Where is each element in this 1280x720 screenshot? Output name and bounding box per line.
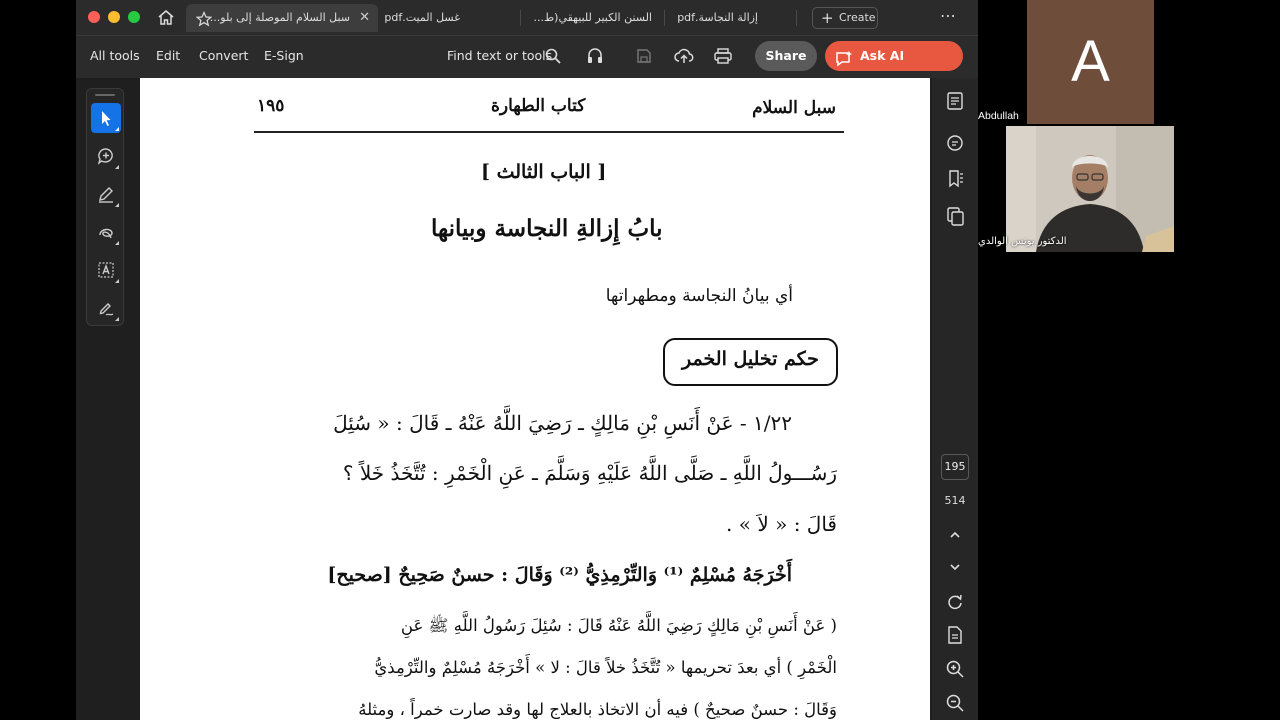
pdf-reader-window [76,0,978,720]
next-page-icon[interactable] [944,556,966,578]
comments-panel-icon[interactable] [944,132,966,154]
upload-cloud-icon[interactable] [674,47,694,69]
right-panel-bar [932,78,978,720]
participant-name: الدكتور يونس الوالدي [978,236,1067,247]
tab-bar [76,0,978,36]
chapter-heading: [ الباب الثالث ] [481,161,607,183]
tab-ghusl-almayt[interactable] [380,4,490,32]
esign-button[interactable]: E-Sign [264,48,304,63]
cursor-arrow-icon [97,109,115,127]
comment-add-icon [97,147,115,165]
print-icon[interactable] [713,47,733,69]
hadith-line: رَسُـــولُ اللَّهِ ـ صَلَّى اللَّهُ عَلَيْهِ وَسَلَّمَ ـ عَنِ الْخَمْرِ : تُتَّخَذُ خَلاً ؟ [342,461,837,485]
running-header-section: كتاب الطهارة [491,96,586,116]
all-tools-button[interactable]: All tools [90,48,140,63]
participant-tile-abdullah[interactable] [1027,0,1154,124]
close-tab-icon[interactable]: ✕ [359,10,370,25]
participant-video-feed [1006,126,1174,252]
copy-pages-icon[interactable] [944,205,966,227]
share-button[interactable]: Share [755,41,817,71]
chapter-title: بابُ إِزالةِ النجاسة وبيانها [431,215,663,242]
participant-name: Abdullah [978,110,1019,122]
highlight-tool-button[interactable] [91,179,121,209]
tab-title: سبل السلام الموصلة إلى بلو... [209,11,350,24]
commentary-line: وَقَالَ : حسنٌ صحيحٌ ) فيه أن الاتخاذ بالعلاج لها وقد صارت خمراً ، ومثلهُ [358,700,837,719]
previous-page-icon[interactable] [944,524,966,546]
create-button[interactable] [812,7,878,29]
bookmarks-icon[interactable] [944,168,966,190]
pdf-page[interactable] [140,78,930,720]
ai-assistant-icon [835,48,853,64]
text-tool-button[interactable] [91,255,121,285]
sign-tool-button[interactable] [91,293,121,323]
tab-title: إزالة النجاسة.pdf [677,11,758,24]
page-number-label: ١٩٥ [257,96,285,116]
ask-ai-label: Ask AI [860,48,905,63]
commentary-line: ( عَنْ أَنَسِ بْنِ مَالِكٍ رَضِيَ اللَّهُ عَنْهُ قَالَ : سُئِلَ رَسُولُ اللَّهِ ﷺ عَنِ [400,616,837,635]
participant-video-tile[interactable] [1006,126,1174,252]
create-label: Create [839,11,876,24]
section-title: حكم تخليل الخمر [682,348,819,370]
page-fit-icon[interactable] [944,624,966,646]
minimize-window-button[interactable] [108,11,120,23]
total-pages-label: 514 [944,494,966,507]
comment-tool-button[interactable] [91,141,121,171]
participant-avatar-letter: A [1071,29,1110,94]
search-icon[interactable] [544,47,562,69]
current-page-input[interactable]: 195 [941,454,969,480]
find-text-button[interactable]: Find text or tools [447,48,553,63]
page-thumbnails-icon[interactable] [944,90,966,112]
read-aloud-icon[interactable] [586,47,604,69]
pen-icon [97,185,115,203]
signature-pen-icon [97,299,115,317]
ask-ai-assistant-button[interactable] [825,41,963,71]
more-options-icon[interactable]: ⋯ [940,6,957,25]
quick-tools-bar [86,88,124,326]
freehand-draw-icon [97,223,115,241]
close-window-button[interactable] [88,11,100,23]
main-toolbar [76,36,978,78]
chapter-subtitle: أي بيانُ النجاسة ومطهراتها [605,286,793,306]
tab-sobol-alsalam[interactable] [186,4,378,32]
home-icon[interactable] [156,8,176,28]
plus-icon: + [821,9,834,27]
tab-title: غسل الميت.pdf [384,11,460,24]
tab-title: السنن الكبير للبيهقي(ط... [533,11,652,24]
save-icon[interactable] [635,47,653,69]
header-rule [254,131,844,133]
text-box-icon [97,261,115,279]
convert-button[interactable]: Convert [199,48,249,63]
zoom-out-icon[interactable] [944,692,966,714]
zoom-in-icon[interactable] [944,658,966,680]
draw-tool-button[interactable] [91,217,121,247]
rotate-icon[interactable] [944,591,966,613]
maximize-window-button[interactable] [128,11,140,23]
hadith-line: ١/٢٢ - عَنْ أَنَسِ بْنِ مَالِكٍ ـ رَضِيَ اللَّهُ عَنْهُ ـ قَالَ : « سُئِلَ [333,411,792,435]
commentary-line: الْخَمْرِ ) أي بعدَ تحريمها « تُتَّخَذُ خلاً قالَ : لا » أَخْرَجَهُ مُسْلِمٌ والتِّرْمِذيُّ [374,658,837,677]
tab-izalat-najasa[interactable] [668,4,768,32]
running-header-book: سبل السلام [752,98,836,118]
takhrij-line: أَخْرَجَهُ مُسْلِمٌ ⁽¹⁾ وَالتِّرْمِذِيُّ ⁽²⁾ وَقَالَ : حسنٌ صَحِيحٌ [صحيح] [327,564,792,586]
tab-sunan-bayhaqi[interactable] [524,4,656,32]
edit-button[interactable]: Edit [156,48,181,63]
hadith-line: قَالَ : « لاَ » . [726,512,837,536]
select-tool-button[interactable] [91,103,121,133]
